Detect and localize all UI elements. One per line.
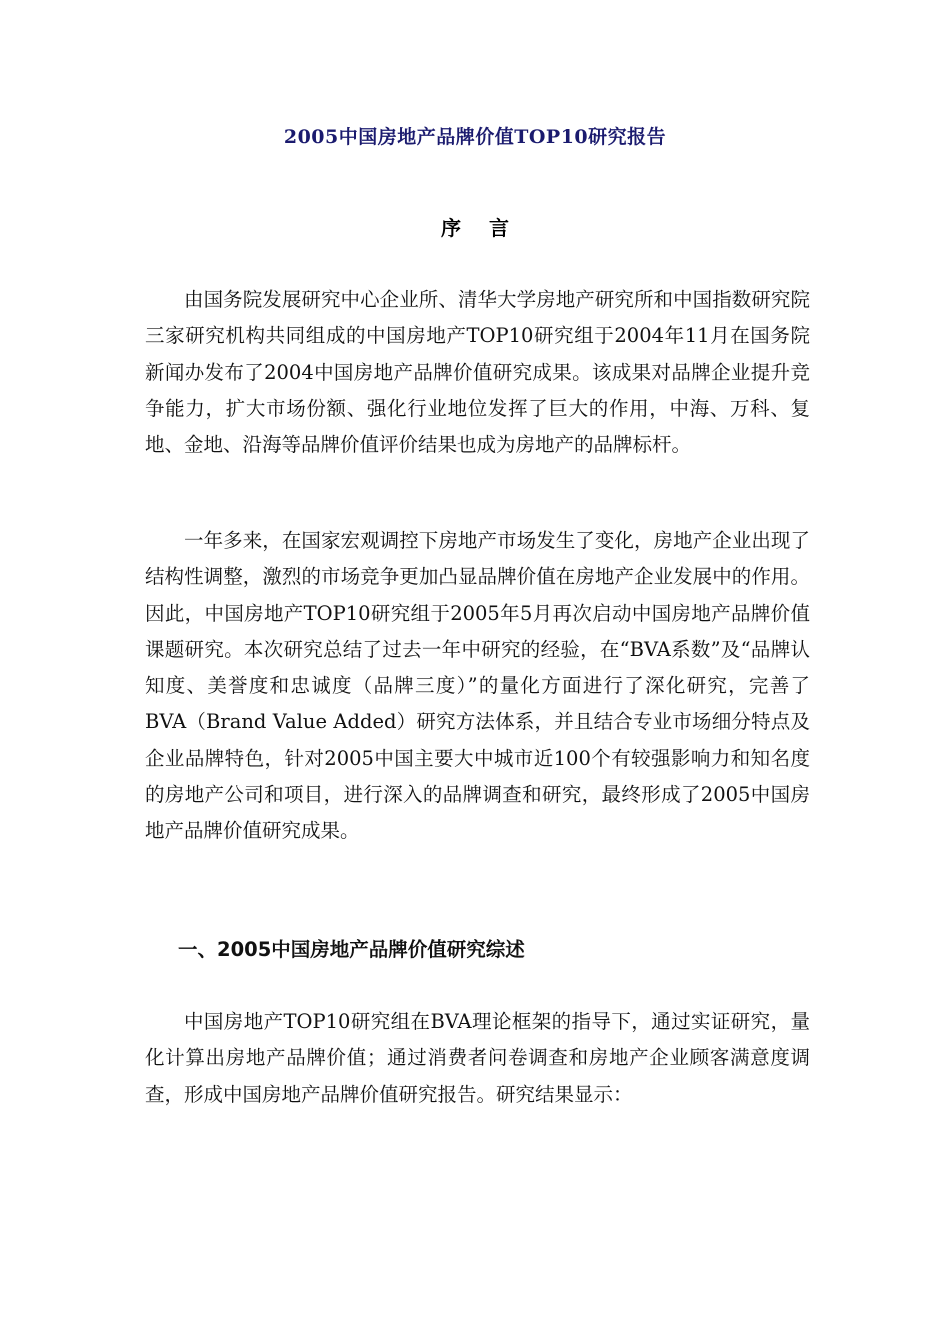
section-heading: 一、2005中国房地产品牌价值研究综述 (178, 938, 525, 961)
section-paragraph: 中国房地产TOP10研究组在BVA理论框架的指导下，通过实证研究，量化计算出房地产品牌价值；通过消费者问卷调查和房地产企业顾客满意度调查，形成中国房地产品牌价值研究报告。研究结果显示： (145, 1010, 810, 1106)
preface-paragraph-2: 一年多来，在国家宏观调控下房地产市场发生了变化，房地产企业出现了结构性调整，激烈的市场竞争更加凸显品牌价值在房地产企业发展中的作用。因此，中国房地产TOP10研究组于2005年5月再次启动中国房地产品牌价值课题研究。本次研究总结了过去一年中研究的经验，在“BVA系数”及“品牌认知度、美誉度和忠诚度（品牌三度）”的量化方面进行了深化研究，完善了BVA（Brand Value Added）研究方法体系，并且结合专业市场细分特点及企业品牌特色，针对2005中国主要大中城市近100个有较强影响力和知名度的房地产公司和项目，进行深入的品牌调查和研究，最终形成了2005中国房地产品牌价值研究成果。 (145, 529, 810, 843)
preface-paragraph-1: 由国务院发展研究中心企业所、清华大学房地产研究所和中国指数研究院三家研究机构共同组成的中国房地产TOP10研究组于2004年11月在国务院新闻办发布了2004中国房地产品牌价值研究成果。该成果对品牌企业提升竞争能力，扩大市场份额、强化行业地位发挥了巨大的作用，中海、万科、复地、金地、沿海等品牌价值评价结果也成为房地产的品牌标杆。 (145, 288, 810, 457)
document-title: 2005中国房地产品牌价值TOP10研究报告 (283, 126, 667, 148)
preface-heading: 序言 (441, 216, 537, 240)
